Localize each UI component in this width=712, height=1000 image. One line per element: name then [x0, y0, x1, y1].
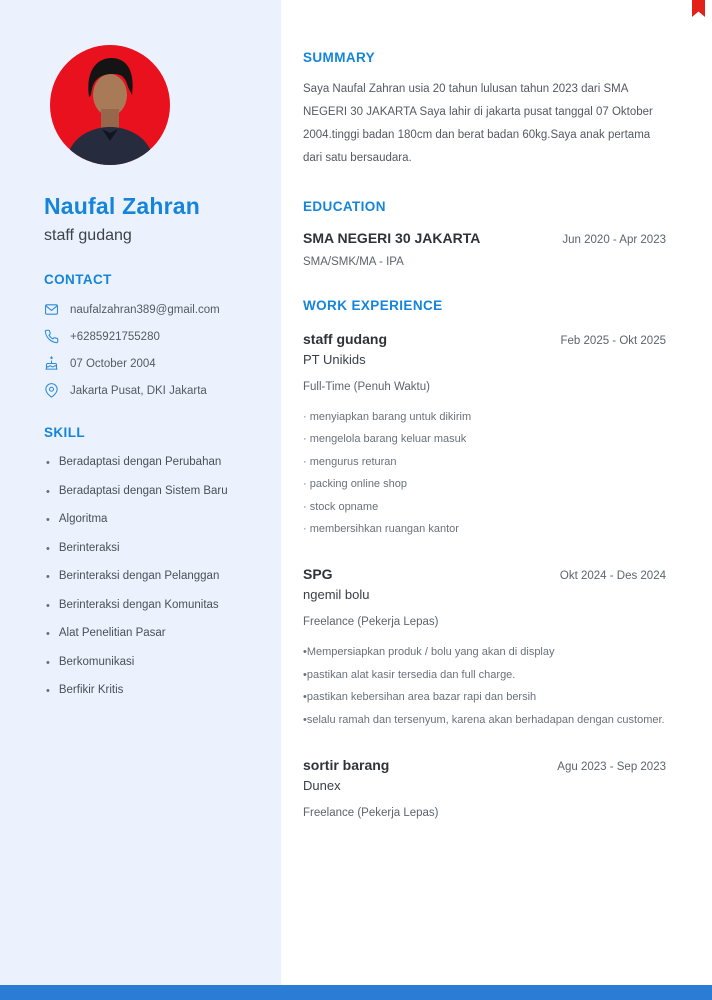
- job-entry: [303, 331, 666, 540]
- job-duty: · mengurus returan: [303, 455, 397, 468]
- job-entry: [303, 757, 666, 819]
- skill-item-text: Alat Penelitian Pasar: [58, 627, 166, 639]
- contact-item: [44, 329, 257, 344]
- bullet-dot: •: [46, 599, 50, 612]
- education-entry-header: [303, 230, 666, 246]
- contact-item-text: 07 October 2004: [70, 357, 156, 370]
- job-duty-list: [303, 406, 666, 540]
- location-pin-icon: [44, 383, 59, 398]
- job-header: [303, 331, 666, 347]
- skill-item: [46, 627, 257, 641]
- contact-item-text: +6285921755280: [70, 330, 160, 343]
- sidebar: [0, 0, 281, 1000]
- skill-item-text: Berinteraksi dengan Pelanggan: [58, 570, 220, 582]
- bullet-dot: •: [46, 685, 50, 697]
- bullet-dot: •: [46, 485, 50, 498]
- job-header: [303, 566, 666, 582]
- skill-item: [46, 456, 257, 470]
- job-duty: •pastikan alat kasir tersedia dan full charge.: [303, 668, 516, 681]
- skill-item: [46, 485, 257, 499]
- school-name: SMA NEGERI 30 JAKARTA: [303, 230, 481, 246]
- work-experience-section: [303, 298, 666, 819]
- contact-item: [44, 383, 257, 398]
- education-period: Jun 2020 - Apr 2023: [562, 234, 666, 246]
- job-duty: · membersihkan ruangan kantor: [303, 523, 459, 536]
- skill-item: [46, 513, 257, 527]
- job-role: staff gudang: [303, 331, 387, 347]
- skill-item-text: Algoritma: [58, 513, 108, 525]
- job-company: Dunex: [303, 778, 341, 794]
- job-header: [303, 757, 666, 773]
- education-detail: SMA/SMK/MA - IPA: [303, 256, 404, 268]
- job-role: SPG: [303, 566, 333, 583]
- job-duty: •Mempersiapkan produk / bolu yang akan di display: [303, 646, 555, 659]
- main-content: [303, 0, 666, 819]
- job-list: [303, 331, 666, 819]
- skill-item-text: Berfikir Kritis: [58, 684, 124, 696]
- person-job-title: staff gudang: [44, 227, 132, 244]
- education-list: [303, 230, 666, 268]
- skill-list: [46, 456, 257, 698]
- education-section: [303, 199, 666, 268]
- person-silhouette: [50, 45, 170, 165]
- skill-item-text: Beradaptasi dengan Perubahan: [58, 456, 222, 468]
- summary-section: [303, 50, 666, 170]
- summary-heading: SUMMARY: [303, 50, 376, 65]
- job-period: Agu 2023 - Sep 2023: [557, 761, 666, 774]
- job-duty: · stock opname: [303, 500, 379, 513]
- contact-item: [44, 356, 257, 371]
- skill-heading: SKILL: [44, 425, 85, 440]
- skill-item: [46, 570, 257, 584]
- education-heading: EDUCATION: [303, 199, 386, 214]
- contact-item: [44, 302, 257, 317]
- job-duty: •pastikan kebersihan area bazar rapi dan bersih: [303, 691, 537, 704]
- contact-item-text: Jakarta Pusat, DKI Jakarta: [70, 384, 207, 397]
- phone-icon: [44, 329, 59, 344]
- job-company: PT Unikids: [303, 352, 366, 367]
- skill-item: [46, 542, 257, 556]
- profile-photo: [50, 45, 170, 165]
- job-employment-type: Freelance (Pekerja Lepas): [303, 807, 439, 820]
- job-role: sortir barang: [303, 757, 390, 774]
- skill-item: [46, 656, 257, 670]
- skill-item-text: Berinteraksi dengan Komunitas: [58, 598, 219, 611]
- job-duty: · packing online shop: [303, 478, 407, 491]
- bullet-dot: •: [46, 628, 50, 640]
- job-duty-list: [303, 641, 666, 731]
- skill-item: [46, 599, 257, 613]
- skill-item-text: Berkomunikasi: [58, 655, 135, 668]
- bottom-accent-bar: [0, 985, 712, 1000]
- work-experience-heading: WORK EXPERIENCE: [303, 298, 443, 313]
- job-entry: [303, 566, 666, 731]
- contact-item-text: naufalzahran389@gmail.com: [70, 303, 220, 316]
- bullet-dot: •: [46, 571, 50, 583]
- envelope-icon: [44, 302, 59, 317]
- cake-icon: [44, 356, 59, 371]
- bullet-dot: •: [46, 514, 50, 526]
- contact-heading: CONTACT: [44, 272, 112, 287]
- job-duty: · mengelola barang keluar masuk: [303, 433, 467, 446]
- job-employment-type: Freelance (Pekerja Lepas): [303, 616, 439, 629]
- job-period: Okt 2024 - Des 2024: [559, 570, 666, 583]
- skill-item: [46, 684, 257, 698]
- bullet-dot: •: [46, 457, 50, 469]
- bullet-dot: •: [46, 542, 50, 555]
- skill-item-text: Berinteraksi: [58, 541, 120, 554]
- person-name: Naufal Zahran: [44, 193, 200, 219]
- job-duty: · menyiapkan barang untuk dikirim: [303, 411, 472, 423]
- education-entry: [303, 230, 666, 268]
- job-duty: •selalu ramah dan tersenyum, karena akan berhadapan dengan customer.: [303, 713, 665, 726]
- job-company: ngemil bolu: [303, 587, 370, 603]
- job-period: Feb 2025 - Okt 2025: [560, 335, 666, 347]
- contact-list: [44, 302, 257, 398]
- bookmark-icon: [692, 0, 705, 17]
- skill-item-text: Beradaptasi dengan Sistem Baru: [58, 484, 228, 497]
- job-employment-type: Full-Time (Penuh Waktu): [303, 381, 430, 393]
- summary-text: Saya Naufal Zahran usia 20 tahun lulusan tahun 2023 dari SMA NEGERI 30 JAKARTA Saya lahir di jakarta pusat tanggal 07 Oktober 2004.tinggi badan 180cm dan berat badan 60kg.Saya anak pertama dari satu bersaudara.: [303, 83, 653, 164]
- bullet-dot: •: [46, 656, 50, 669]
